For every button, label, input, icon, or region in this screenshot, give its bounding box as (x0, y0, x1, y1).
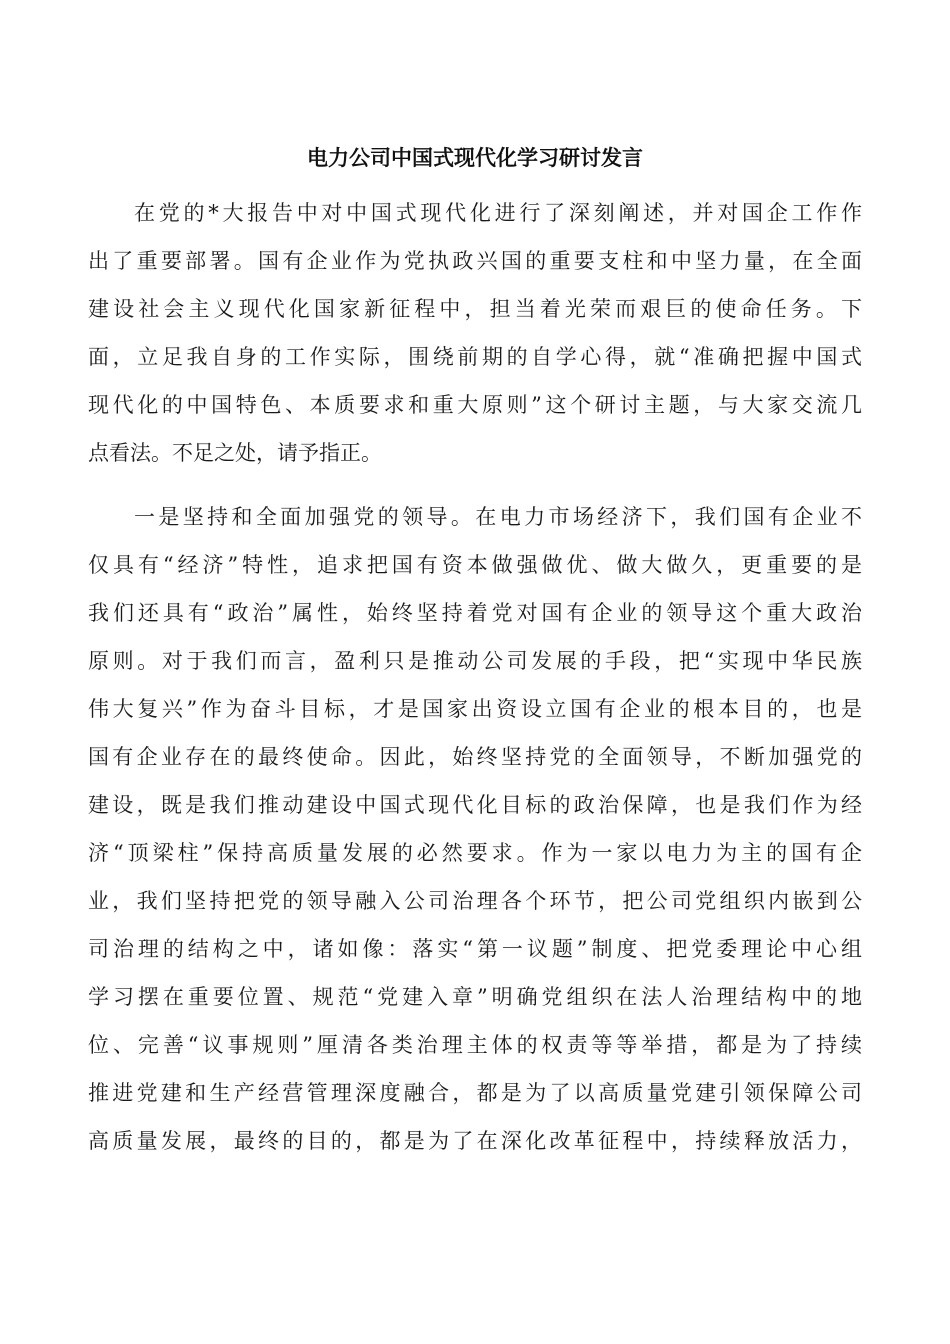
paragraph-line: 伟大复兴”作为奋斗目标，才是国家出资设立国有企业的根本目的，也是 (88, 697, 862, 721)
paragraph-line: 点看法。不足之处，请予指正。 (88, 441, 382, 465)
paragraph-line: 仅具有“经济”特性，追求把国有资本做强做优、做大做久，更重要的是 (88, 553, 862, 577)
paragraph-line: 我们还具有“政治”属性，始终坚持着党对国有企业的领导这个重大政治 (88, 601, 862, 625)
paragraph-line: 一是坚持和全面加强党的领导。在电力市场经济下，我们国有企业不 (134, 505, 862, 529)
paragraph-line: 建设社会主义现代化国家新征程中，担当着光荣而艰巨的使命任务。下 (88, 297, 862, 321)
paragraph-line: 建设，既是我们推动建设中国式现代化目标的政治保障，也是我们作为经 (88, 793, 862, 817)
paragraph-line: 现代化的中国特色、本质要求和重大原则”这个研讨主题，与大家交流几 (88, 393, 862, 417)
paragraph-point-one (88, 493, 862, 1165)
paragraph-line: 在党的*大报告中对中国式现代化进行了深刻阐述，并对国企工作作 (134, 201, 862, 225)
paragraph-line: 司治理的结构之中，诸如像：落实“第一议题”制度、把党委理论中心组 (88, 937, 862, 961)
paragraph-line: 济“顶梁柱”保持高质量发展的必然要求。作为一家以电力为主的国有企 (88, 841, 862, 865)
paragraph-line: 位、完善“议事规则”厘清各类治理主体的权责等等举措，都是为了持续 (88, 1033, 862, 1057)
document-title: 电力公司中国式现代化学习研讨发言 (307, 146, 643, 170)
paragraph-line: 出了重要部署。国有企业作为党执政兴国的重要支柱和中坚力量，在全面 (88, 249, 862, 273)
paragraph-intro (88, 189, 862, 477)
paragraph-line: 面，立足我自身的工作实际，围绕前期的自学心得，就“准确把握中国式 (88, 345, 862, 369)
paragraph-line: 推进党建和生产经营管理深度融合，都是为了以高质量党建引领保障公司 (88, 1081, 862, 1105)
paragraph-line: 国有企业存在的最终使命。因此，始终坚持党的全面领导，不断加强党的 (88, 745, 862, 769)
paragraph-line: 业，我们坚持把党的领导融入公司治理各个环节，把公司党组织内嵌到公 (88, 889, 862, 913)
paragraph-line: 学习摆在重要位置、规范“党建入章”明确党组织在法人治理结构中的地 (88, 985, 862, 1009)
paragraph-line: 原则。对于我们而言，盈利只是推动公司发展的手段，把“实现中华民族 (88, 649, 862, 673)
paragraph-line: 高质量发展，最终的目的，都是为了在深化改革征程中，持续释放活力， (88, 1129, 862, 1153)
